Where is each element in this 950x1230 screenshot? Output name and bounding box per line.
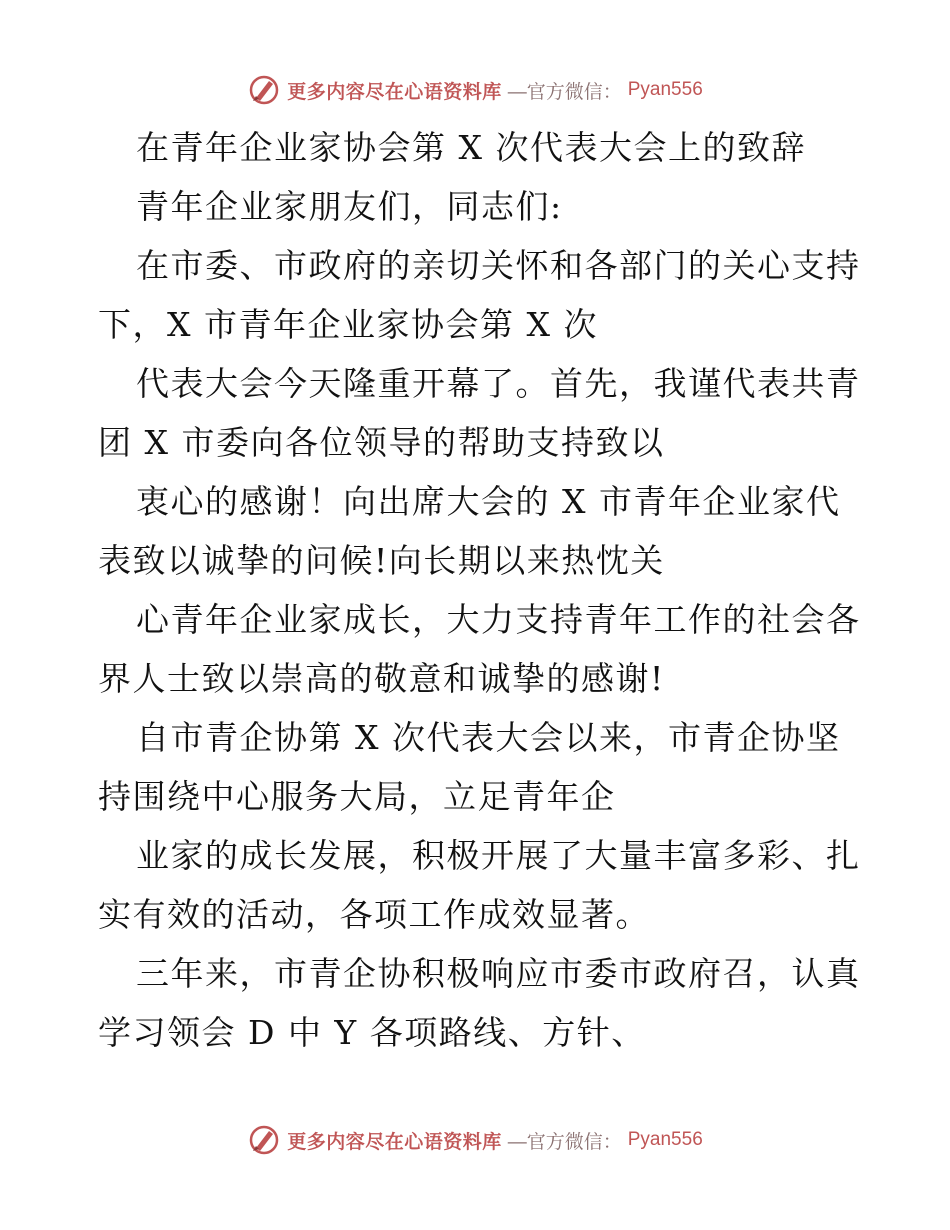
watermark-group	[247, 1123, 703, 1157]
pen-logo-icon	[247, 73, 281, 107]
document-body	[98, 118, 861, 1062]
watermark-wechat-id: Pyan556	[627, 79, 703, 100]
watermark-title: 更多内容尽在心语资料库	[287, 1131, 502, 1153]
watermark-title: 更多内容尽在心语资料库	[287, 81, 502, 103]
watermark-separator: —官方微信：	[507, 1131, 622, 1153]
text-line: 自市青企协第 X 次代表大会以来，市青企协坚	[136, 718, 841, 757]
watermark-separator: —官方微信：	[507, 81, 622, 103]
text-line: 业家的成长发展，积极开展了大量丰富多彩、扎	[136, 836, 861, 875]
text-line: 实有效的活动，各项工作成效显著。	[98, 895, 650, 934]
text-line: 衷心的感谢！向出席大会的 X 市青年企业家代	[136, 482, 841, 521]
text-line: 在市委、市政府的亲切关怀和各部门的关心支持	[136, 246, 861, 285]
text-line: 青年企业家朋友们，同志们:	[136, 187, 563, 226]
text-line: 三年来，市青企协积极响应市委市政府召，认真	[136, 954, 861, 993]
footer-watermark	[0, 1120, 950, 1160]
text-line: 界人士致以崇高的敬意和诚挚的感谢!	[98, 659, 665, 698]
text-line: 在青年企业家协会第 X 次代表大会上的致辞	[136, 128, 806, 167]
text-line: 持围绕中心服务大局，立足青年企	[98, 777, 616, 816]
text-line: 下，X 市青年企业家协会第 X 次	[98, 305, 598, 344]
text-line: 代表大会今天隆重开幕了。首先，我谨代表共青	[136, 364, 861, 403]
text-line: 表致以诚挚的问候!向长期以来热忱关	[98, 541, 665, 580]
watermark-group	[247, 73, 703, 107]
text-line: 团 X 市委向各位领导的帮助支持致以	[98, 423, 665, 462]
watermark-wechat-id: Pyan556	[627, 1129, 703, 1150]
text-line: 学习领会 D 中 Y 各项路线、方针、	[98, 1013, 646, 1052]
header-watermark	[0, 70, 950, 110]
text-line: 心青年企业家成长，大力支持青年工作的社会各	[136, 600, 861, 639]
pen-logo-icon	[247, 1123, 281, 1157]
